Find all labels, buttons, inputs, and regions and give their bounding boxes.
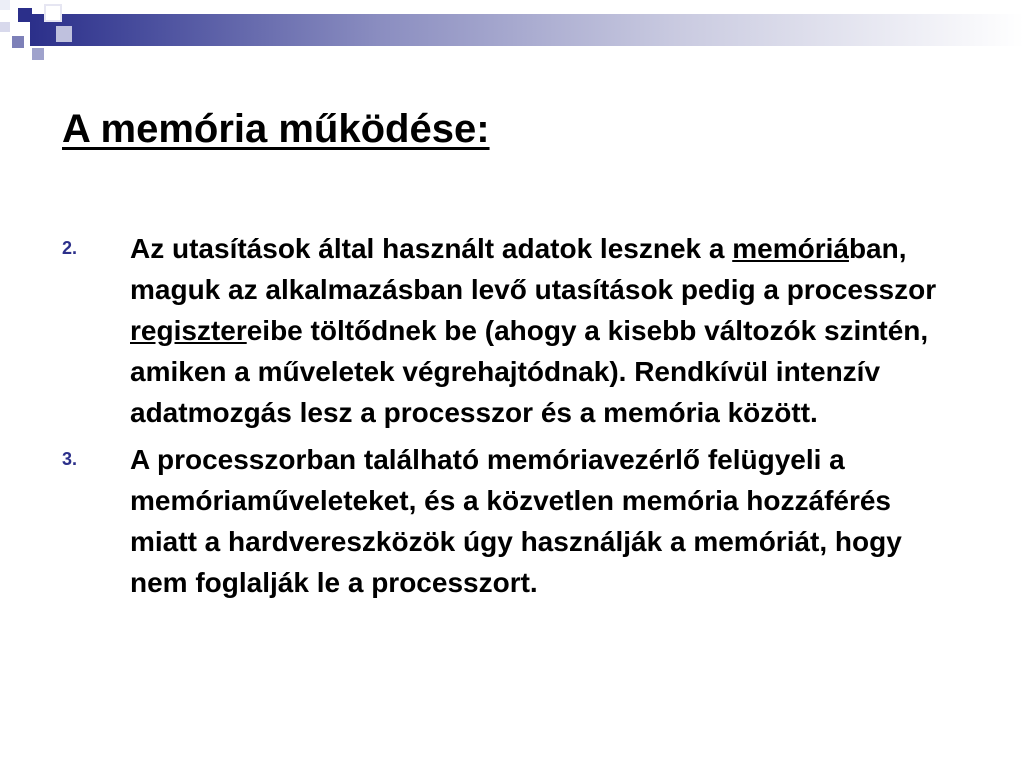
decor-square — [12, 36, 24, 48]
list-item-text — [130, 228, 962, 433]
header-gradient-bar — [30, 14, 1024, 46]
list-item-number: 3. — [62, 449, 78, 469]
decor-square — [18, 8, 32, 22]
decor-square — [32, 48, 44, 60]
list-item-number: 2. — [62, 238, 78, 258]
decor-square — [44, 4, 62, 22]
text-segment: eibe töltődnek be (ahogy a kisebb változók szintén, amiken a műveletek végrehajtódnak). Rendkívül intenzív adatmozgás lesz a processzor és a memória között. — [130, 315, 929, 428]
regiszter-link[interactable]: regiszter — [130, 315, 247, 346]
decor-square — [0, 22, 10, 32]
list-item-text: A processzorban található memóriavezérlő felügyeli a memóriaműveleteket, és a közvetlen memória hozzáférés miatt a hardvereszközök úgy használják a memóriát, hogy nem foglalják le a processzort. — [130, 444, 902, 598]
decor-square — [56, 26, 72, 42]
list-item — [62, 439, 962, 603]
text-segment: ban, maguk az alkalmazásban levő utasítások pedig a processzor — [130, 233, 937, 305]
memoria-link[interactable]: memóriá — [732, 233, 849, 264]
slide-title: A memória működése: — [62, 107, 490, 151]
numbered-list — [62, 228, 962, 609]
decor-square — [0, 0, 10, 10]
text-segment: Az utasítások által használt adatok lesznek a — [130, 233, 733, 264]
list-item — [62, 228, 962, 433]
